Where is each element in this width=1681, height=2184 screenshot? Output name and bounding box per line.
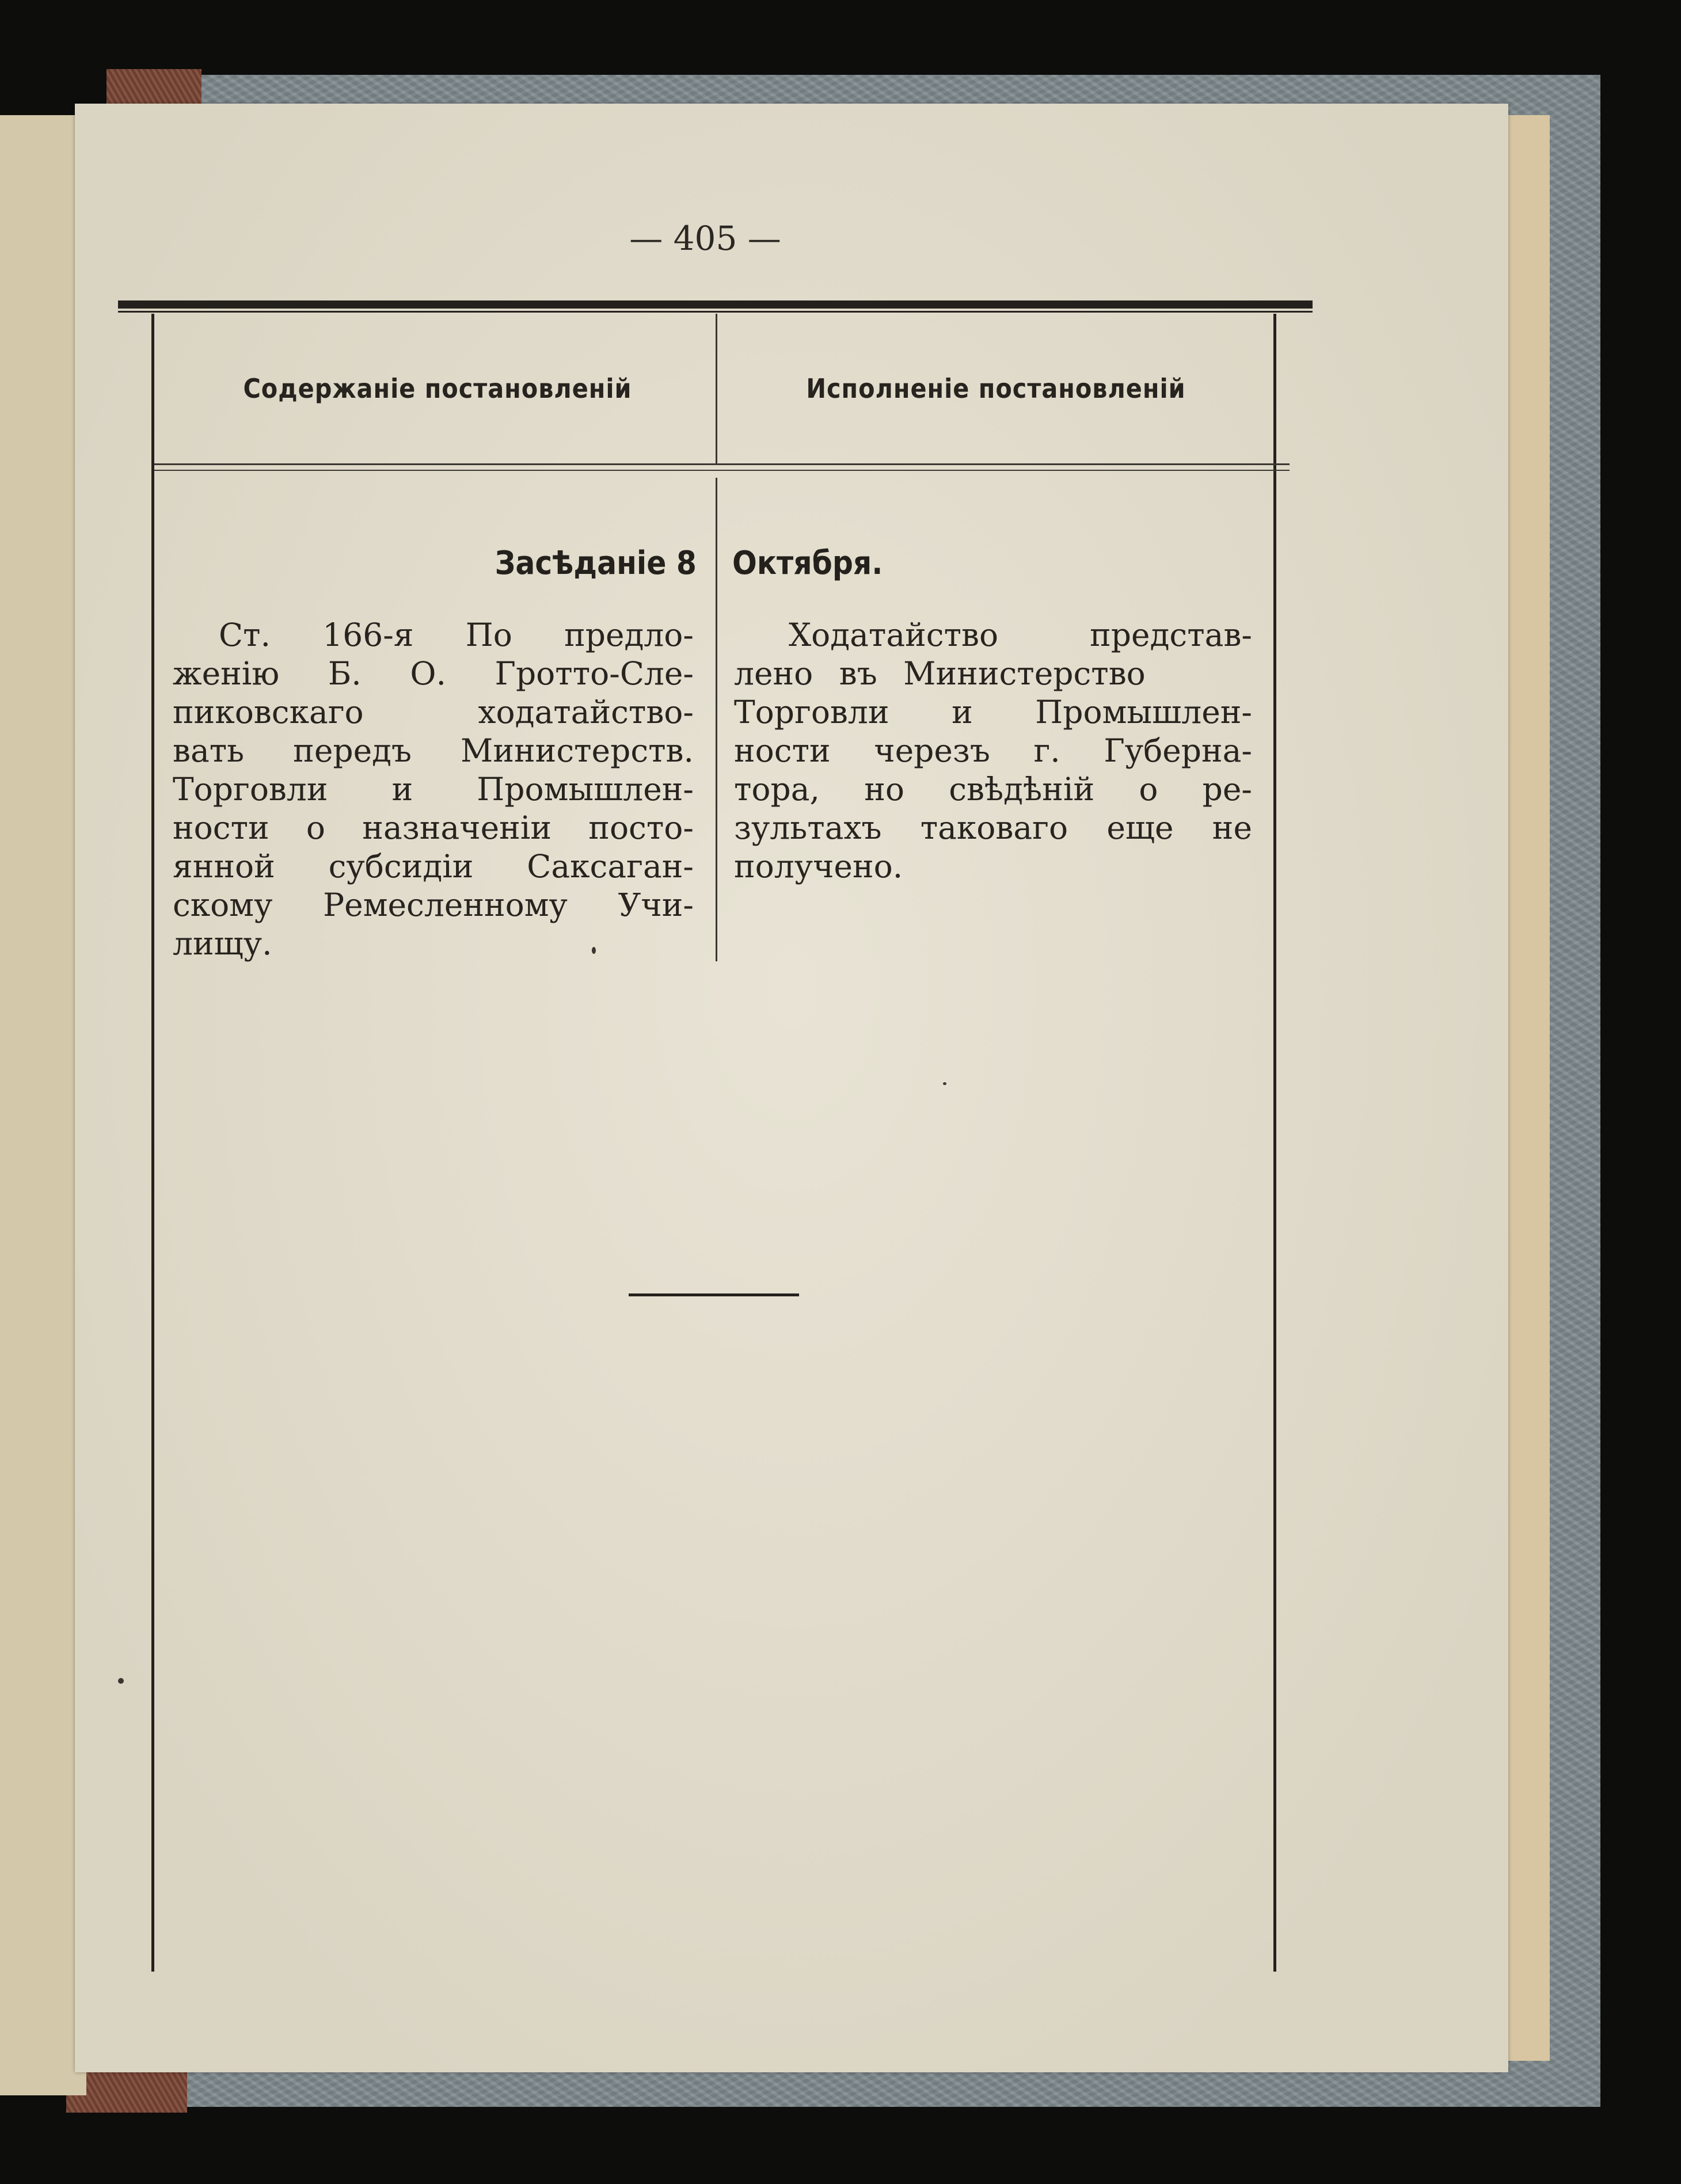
- execution-line: лено въ Министерство: [734, 655, 1146, 692]
- execution-text: [734, 616, 1252, 886]
- session-heading-left: Засѣданіе 8: [495, 545, 697, 582]
- table-right-border: [1273, 314, 1276, 1972]
- header-rule-double: [154, 470, 1290, 471]
- end-rule: [629, 1293, 799, 1296]
- body-column-divider: [716, 478, 717, 961]
- resolution-line: Ст. 166-я По предло-: [219, 617, 694, 653]
- header-rule: [154, 463, 1290, 465]
- execution-line: зультахъ таковаго еще не: [734, 809, 1252, 846]
- execution-line: Ходатайство представ-: [789, 617, 1252, 653]
- table-left-border: [151, 314, 154, 1972]
- execution-line: получено.: [734, 848, 903, 885]
- ink-speck: [943, 1082, 946, 1085]
- resolution-line: пиковскаго ходатайство-: [173, 694, 694, 730]
- resolution-line: вать передъ Министерств.: [173, 732, 694, 769]
- resolution-text: [173, 616, 694, 963]
- ink-speck: [592, 947, 596, 954]
- resolution-line: лищу.: [173, 925, 272, 962]
- resolution-line: Торговли и Промышлен-: [173, 771, 694, 808]
- page-number: — 405 —: [629, 219, 781, 258]
- execution-line: ности черезъ г. Губерна-: [734, 732, 1252, 769]
- resolution-line: скому Ремесленному Учи-: [173, 886, 694, 923]
- top-thick-rule: [118, 300, 1313, 309]
- resolution-line: янной субсидіи Саксаган-: [173, 848, 694, 885]
- execution-line: тора, но свѣдѣній о ре-: [734, 771, 1252, 808]
- session-heading-right: Октября.: [732, 545, 883, 582]
- top-thin-rule: [118, 311, 1313, 313]
- execution-line: Торговли и Промышлен-: [734, 694, 1252, 730]
- header-column-divider: [716, 314, 717, 463]
- ink-speck: [118, 1678, 124, 1684]
- column-header-execution: Исполненіе постановленій: [806, 373, 1186, 404]
- resolution-line: женію Б. О. Гротто-Сле-: [173, 655, 694, 692]
- facing-page-edge: [0, 115, 86, 2095]
- column-header-contents: Содержаніе постановленій: [243, 373, 632, 404]
- resolution-line: ности о назначеніи посто-: [173, 809, 694, 846]
